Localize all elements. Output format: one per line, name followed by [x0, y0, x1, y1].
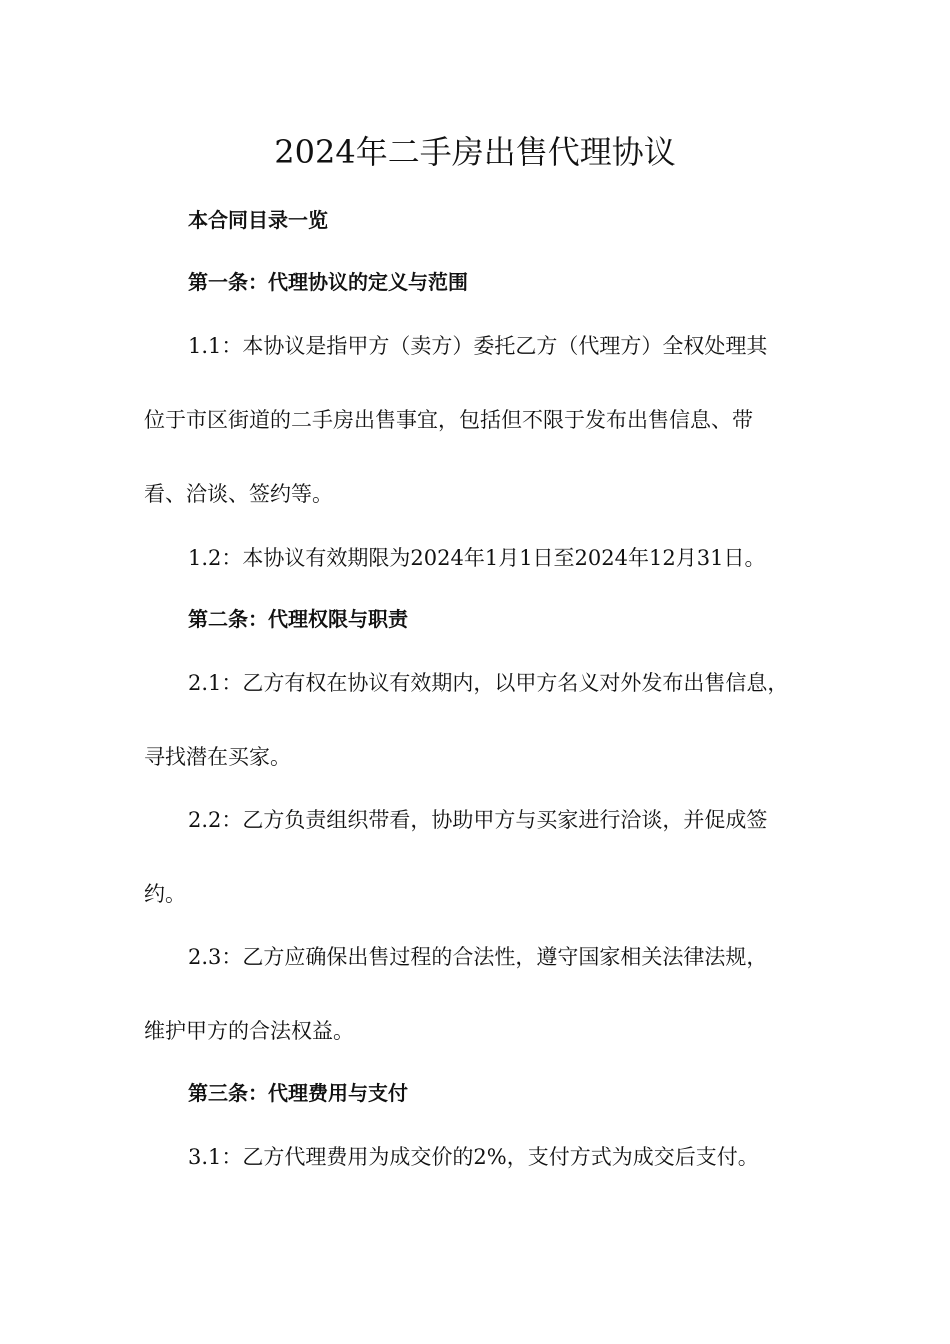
- clause-1-2-line-1: 1.2：本协议有效期限为2024年1月1日至2024年12月31日。: [188, 546, 766, 570]
- article-1-heading: 第一条：代理协议的定义与范围: [188, 270, 468, 294]
- clause-1-1-line-1: 1.1：本协议是指甲方（卖方）委托乙方（代理方）全权处理其: [188, 334, 768, 358]
- clause-2-1-line-1: 2.1：乙方有权在协议有效期内，以甲方名义对外发布出售信息，: [188, 671, 789, 695]
- article-2-heading: 第二条：代理权限与职责: [188, 607, 408, 631]
- clause-2-2-line-1: 2.2：乙方负责组织带看，协助甲方与买家进行洽谈，并促成签: [188, 808, 768, 832]
- clause-2-1-line-2: 寻找潜在买家。: [144, 745, 291, 769]
- article-3-heading: 第三条：代理费用与支付: [188, 1081, 408, 1105]
- clause-1-1-line-2: 位于市区街道的二手房出售事宜，包括但不限于发布出售信息、带: [144, 408, 753, 432]
- document-title: 2024年二手房出售代理协议: [274, 133, 676, 171]
- clause-2-3-line-1: 2.3：乙方应确保出售过程的合法性，遵守国家相关法律法规，: [188, 945, 768, 969]
- clause-2-3-line-2: 维护甲方的合法权益。: [144, 1019, 354, 1043]
- clause-1-1-line-3: 看、洽谈、签约等。: [144, 482, 333, 506]
- clause-2-2-line-2: 约。: [144, 882, 186, 906]
- toc-heading: 本合同目录一览: [188, 208, 328, 232]
- clause-3-1-line-1: 3.1：乙方代理费用为成交价的2%，支付方式为成交后支付。: [188, 1145, 759, 1169]
